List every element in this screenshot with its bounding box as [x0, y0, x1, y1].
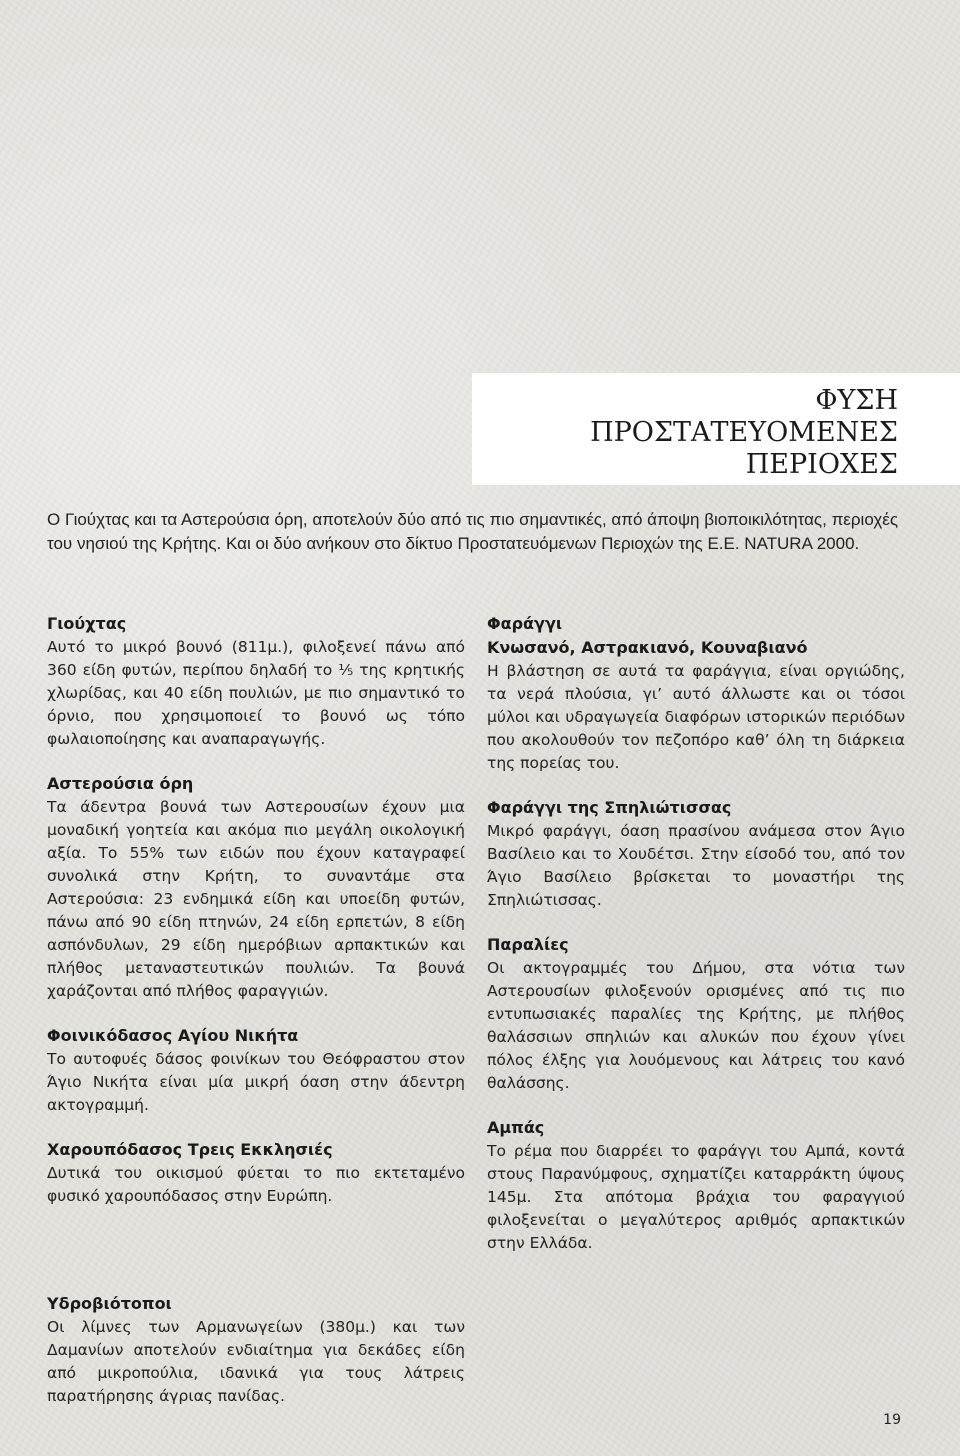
- right-column: [487, 612, 905, 1276]
- section-heading: Υδροβιότοποι: [47, 1294, 172, 1313]
- section-beaches: [487, 933, 905, 1095]
- section-body: Δυτικά του οικισμού φύεται το πιο εκτεταμένο φυσικό χαρουπόδασος στην Ευρώπη.: [47, 1164, 465, 1205]
- section-heading: Γιούχτας: [47, 614, 127, 633]
- section-heading: Φαράγγι: [487, 614, 563, 633]
- section-heading: Αμπάς: [487, 1118, 545, 1137]
- section-heading: Φαράγγι της Σπηλιώτισσας: [487, 798, 732, 817]
- page-title-line-2: ΠΡΟΣΤΑΤΕΥΟΜΕΝΕΣ: [590, 417, 898, 448]
- section-heading: Αστερούσια όρη: [47, 774, 194, 793]
- section-body: Η βλάστηση σε αυτά τα φαράγγια, είναι οργιώδης, τα νερά πλούσια, γι’ αυτό άλλωστε και οι τόσοι μύλοι και υδραγωγεία διαφόρων ιστορικών περιόδων που ακολουθούν τον πεζοπόρο καθ’ όλη τη διάρκεια της πορείας του.: [487, 662, 905, 772]
- page-title-line-1: ΦΥΣΗ: [815, 385, 898, 416]
- section-body: Οι λίμνες των Αρμανωγείων (380μ.) και των Δαμανίων αποτελούν ενδιαίτημα για δεκάδες είδη από μικροπούλια, ιδανικά για τους λάτρεις παρατήρησης άγριας πανίδας.: [47, 1318, 465, 1405]
- section-asterousia: [47, 772, 465, 1003]
- page-title-line-3: ΠΕΡΙΟΧΕΣ: [745, 449, 898, 480]
- section-subheading: Κνωσανό, Αστρακιανό, Κουναβιανό: [487, 638, 808, 657]
- page-number: 19: [883, 1412, 901, 1428]
- section-ampas: [487, 1116, 905, 1255]
- section-body: Αυτό το μικρό βουνό (811μ.), φιλοξενεί πάνω από 360 είδη φυτών, περίπου δηλαδή το ⅕ της κρητικής χλωρίδας, και 40 είδη πουλιών, με πιο σημαντικό το όρνιο, που χρησιμοποιεί το βουνό ως τόπο φωλαιοποίησης και αναπαραγωγής.: [47, 638, 465, 748]
- section-body: Μικρό φαράγγι, όαση πρασίνου ανάμεσα στον Άγιο Βασίλειο και το Χουδέτσι. Στην είσοδό του, από τον Άγιο Βασίλειο βρίσκεται το μοναστήρι της Σπηλιώτισσας.: [487, 822, 905, 909]
- section-gorges: [487, 612, 905, 775]
- section-body: Το αυτοφυές δάσος φοινίκων του Θεόφραστου στον Άγιο Νικήτα είναι μία μικρή όαση στην άδεντρη ακτογραμμή.: [47, 1050, 465, 1114]
- section-spiliotissa-gorge: [487, 796, 905, 912]
- section-giouchtas: [47, 612, 465, 751]
- section-body: Τα άδεντρα βουνά των Αστερουσίων έχουν μια μοναδική γοητεία και ακόμα πιο μεγάλη οικολογική αξία. Το 55% των ειδών που έχουν καταγραφεί συνολικά στην Κρήτη, το συναντάμε στα Αστερούσια: 23 ενδημικά είδη και υποείδη φυτών, πάνω από 90 είδη πτηνών, 24 είδη ερπετών, 8 είδη ασπόνδυλων, 29 είδη ημερόβιων αρπακτικών και πλήθος μεταναστευτικών πουλιών. Τα βουνά χαράζονται από πλήθος φαραγγιών.: [47, 798, 465, 1000]
- section-heading: Φοινικόδασος Αγίου Νικήτα: [47, 1026, 299, 1045]
- section-palm-forest: [47, 1024, 465, 1117]
- intro-paragraph: Ο Γιούχτας και τα Αστερούσια όρη, αποτελούν δύο από τις πιο σημαντικές, από άποψη βιοποικιλότητας, περιοχές του νησιού της Κρήτης. Και οι δύο ανήκουν στο δίκτυο Προστατευόμενων Περιοχών της Ε.Ε. NATURA 2000.: [47, 510, 899, 553]
- title-box: [472, 373, 960, 485]
- section-wetlands: [47, 1292, 465, 1408]
- bottom-left-column: [47, 1292, 465, 1429]
- section-heading: Παραλίες: [487, 935, 569, 954]
- section-carob-forest: [47, 1138, 465, 1208]
- left-column: [47, 612, 465, 1229]
- section-body: Οι ακτογραμμές του Δήμου, στα νότια των Αστερουσίων φιλοξενούν ορισμένες από τις πιο εντυπωσιακές παραλίες της Κρήτης, με πλήθος θαλάσσιων σπηλιών και αλυκών που έχουν γίνει πόλος έλξης για λουόμενους και λάτρεις του κανό θαλάσσης.: [487, 959, 905, 1092]
- section-body: Το ρέμα που διαρρέει το φαράγγι του Αμπά, κοντά στους Παρανύμφους, σχηματίζει καταρράκτη ύψους 145μ. Στα απότομα βράχια του φαραγγιού φιλοξενείται ο μεγαλύτερος αριθμός αρπακτικών στην Ελλάδα.: [487, 1142, 905, 1252]
- section-heading: Χαρουπόδασος Τρεις Εκκλησιές: [47, 1140, 333, 1159]
